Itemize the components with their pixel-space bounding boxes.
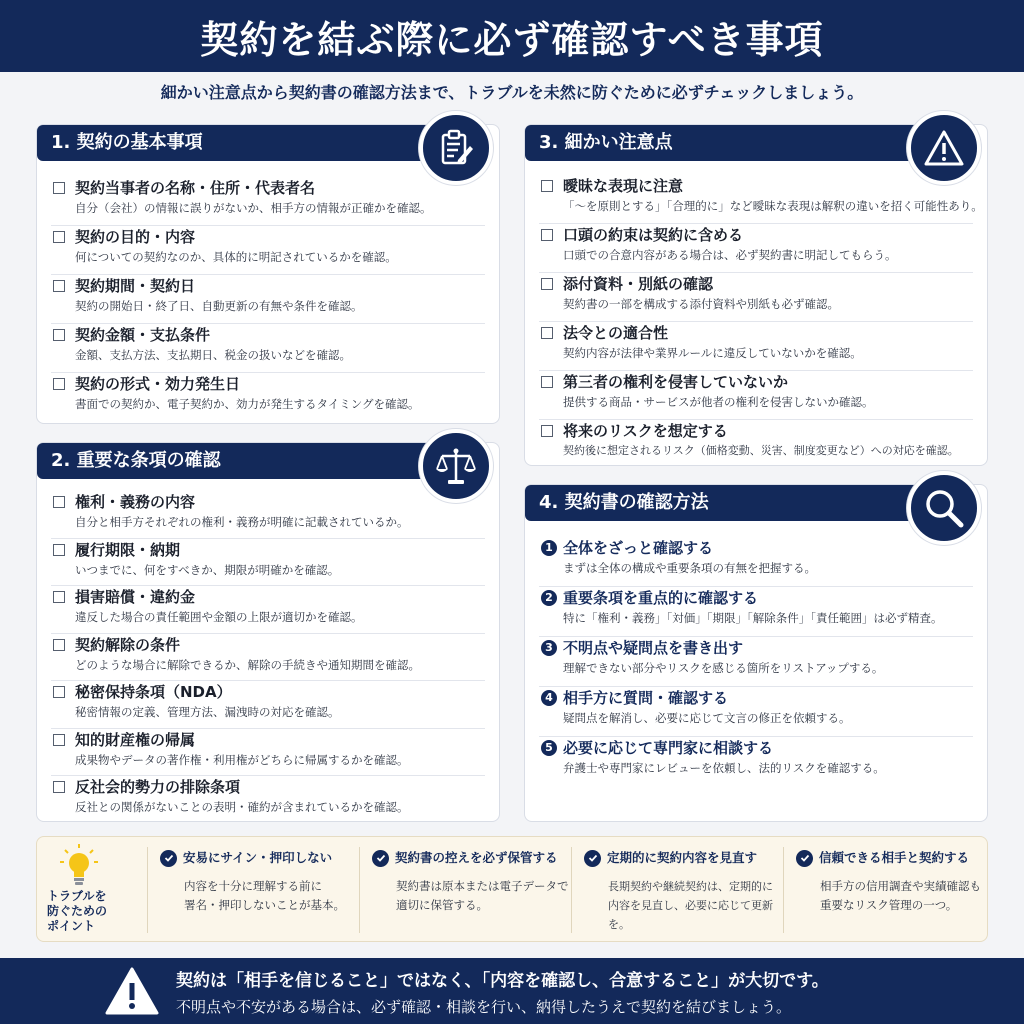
- section-review-method: [524, 484, 988, 822]
- step-description: 弁護士や専門家にレビューを依頼し、法的リスクを確認する。: [563, 761, 885, 775]
- item-title: 契約金額・支払条件: [75, 326, 211, 344]
- item-title: 契約の目的・内容: [75, 228, 196, 246]
- footer-note: 不明点や不安がある場合は、必ず確認・相談を行い、納得したうえで契約を結びましょう。: [176, 998, 792, 1016]
- item-description: 成果物やデータの著作権・利用権がどちらに帰属するかを確認。: [75, 752, 409, 767]
- prevention-tips: [36, 836, 988, 942]
- lightbulb-icon: [59, 843, 99, 887]
- checkbox[interactable]: [53, 496, 65, 508]
- checkbox[interactable]: [541, 425, 553, 437]
- checklist-item: [51, 226, 485, 275]
- step-number: 5: [541, 740, 557, 756]
- tip-description: 相手方の信用調査や実績確認も 重要なリスク管理の一つ。: [820, 879, 981, 912]
- step-item: [539, 737, 973, 787]
- warning-triangle-icon: [907, 111, 981, 185]
- footer-banner: [0, 958, 1024, 1024]
- section-heading: 3. 細かい注意点: [525, 125, 925, 161]
- checklist-item: [539, 420, 973, 469]
- checklist-item: [51, 324, 485, 373]
- checkbox[interactable]: [53, 544, 65, 556]
- tip-title: 信頼できる相手と契約する: [819, 850, 970, 865]
- checkbox[interactable]: [53, 734, 65, 746]
- item-title: 将来のリスクを想定する: [563, 422, 728, 440]
- step-number: 4: [541, 690, 557, 706]
- checklist-item: [51, 491, 485, 539]
- checklist-item: [51, 634, 485, 682]
- item-title: 第三者の権利を侵害していないか: [563, 373, 789, 391]
- checkbox[interactable]: [53, 686, 65, 698]
- item-title: 契約期間・契約日: [75, 277, 196, 295]
- item-title: 契約の形式・効力発生日: [75, 375, 241, 393]
- checklist-item: [539, 175, 983, 224]
- checklist-item: [51, 776, 485, 824]
- checklist-item: [539, 224, 973, 273]
- checkbox[interactable]: [53, 329, 65, 341]
- item-description: いつまでに、何をすべきか、期限が明確かを確認。: [75, 562, 340, 577]
- item-description: 秘密情報の定義、管理方法、漏洩時の対応を確認。: [75, 705, 340, 719]
- checklist-item: [51, 275, 485, 324]
- step-number: 2: [541, 590, 557, 606]
- checkbox[interactable]: [53, 639, 65, 651]
- item-description: 反社との関係がないことの表明・確約が含まれているかを確認。: [75, 800, 409, 814]
- item-description: 契約内容が法律や業界ルールに違反していないかを確認。: [563, 346, 862, 360]
- tip-description: 内容を十分に理解する前に 署名・押印しないことが基本。: [184, 879, 345, 912]
- checklist-item: [51, 539, 485, 587]
- step-title: 全体をざっと確認する: [563, 539, 714, 557]
- item-title: 契約解除の条件: [75, 635, 181, 654]
- section-fine-points: [524, 124, 988, 466]
- checkbox[interactable]: [53, 182, 65, 194]
- item-description: どのような場合に解除できるか、解除の手続きや通知期間を確認。: [75, 657, 420, 672]
- step-number: 1: [541, 540, 557, 556]
- step-item: [539, 537, 973, 587]
- tip-description: 長期契約や継続契約は、定期的に 内容を見直し、必要に応じて更新を。: [608, 880, 773, 931]
- warning-triangle-icon: [104, 966, 160, 1016]
- item-title: 知的財産権の帰属: [75, 730, 196, 749]
- item-description: 金額、支払方法、支払期日、税金の扱いなどを確認。: [75, 348, 351, 362]
- item-title: 法令との適合性: [563, 324, 669, 342]
- item-title: 権利・義務の内容: [75, 493, 196, 511]
- section-heading: 4. 契約書の確認方法: [525, 485, 925, 521]
- clipboard-pen-icon: [419, 111, 493, 185]
- item-title: 秘密保持条項（NDA）: [75, 683, 232, 701]
- step-title: 相手方に質問・確認する: [563, 689, 729, 707]
- checklist-item: [539, 322, 973, 371]
- item-title: 曖昧な表現に注意: [563, 177, 684, 195]
- checklist-item: [539, 371, 973, 420]
- check-circle-icon: [584, 850, 601, 867]
- checkbox[interactable]: [53, 378, 65, 390]
- checklist-item: [51, 586, 485, 634]
- checklist-item: [51, 681, 485, 729]
- item-title: 履行期限・納期: [75, 540, 181, 559]
- item-description: 違反した場合の責任範囲や金額の上限が適切かを確認。: [75, 610, 363, 624]
- section-heading: 1. 契約の基本事項: [37, 125, 437, 161]
- checklist-item: [539, 273, 973, 322]
- checklist-item: [51, 729, 485, 777]
- item-title: 反社会的勢力の排除条項: [75, 778, 241, 796]
- tip-description: 契約書は原本または電子データで 適切に保管する。: [396, 879, 569, 912]
- tip-trusted-partner: [783, 847, 987, 933]
- step-title: 重要条項を重点的に確認する: [563, 589, 759, 607]
- section-heading: 2. 重要な条項の確認: [37, 443, 437, 479]
- check-circle-icon: [796, 850, 813, 867]
- step-description: 特に「権利・義務」「対価」「期限」「解除条件」「責任範囲」は必ず精査。: [563, 611, 943, 625]
- item-description: 口頭での合意内容がある場合は、必ず契約書に明記してもらう。: [563, 248, 897, 262]
- item-description: 「〜を原則とする」「合理的に」など曖昧な表現は解釈の違いを招く可能性あり。: [563, 199, 983, 213]
- step-title: 必要に応じて専門家に相談する: [563, 739, 774, 757]
- checkbox[interactable]: [541, 180, 553, 192]
- step-number: 3: [541, 640, 557, 656]
- step-description: まずは全体の構成や重要条項の有無を把握する。: [563, 561, 816, 575]
- item-description: 契約の開始日・終了日、自動更新の有無や条件を確認。: [75, 299, 363, 313]
- tip-regular-review: [571, 847, 783, 933]
- section-basic-items: [36, 124, 500, 424]
- step-item: [539, 687, 973, 737]
- section-important-clauses: [36, 442, 500, 822]
- item-title: 口頭の約束は契約に含める: [563, 226, 744, 244]
- item-title: 損害賠償・違約金: [75, 588, 196, 606]
- magnifier-icon: [907, 471, 981, 545]
- checkbox[interactable]: [53, 781, 65, 793]
- item-title: 契約当事者の名称・住所・代表者名: [75, 179, 316, 197]
- checklist-item: [51, 177, 485, 226]
- footer-message: 契約は「相手を信じること」ではなく、「内容を確認し、合意すること」が大切です。: [176, 971, 829, 991]
- tips-label-block: [37, 837, 143, 941]
- item-title: 添付資料・別紙の確認: [563, 275, 714, 293]
- tips-label: トラブルを 防ぐための ポイント: [47, 889, 108, 933]
- tip-no-hasty-signing: [147, 847, 359, 933]
- step-description: 理解できない部分やリスクを感じる箇所をリストアップする。: [563, 661, 884, 675]
- item-description: 契約後に想定されるリスク（価格変動、災害、制度変更など）への対応を確認。: [563, 444, 959, 457]
- tip-keep-copy: [359, 847, 571, 933]
- page-title: 契約を結ぶ際に必ず確認すべき事項: [0, 0, 1024, 72]
- checklist-item: [51, 373, 485, 422]
- tip-title: 安易にサイン・押印しない: [183, 850, 333, 865]
- item-description: 書面での契約か、電子契約か、効力が発生するタイミングを確認。: [75, 397, 420, 411]
- checkbox[interactable]: [53, 231, 65, 243]
- check-circle-icon: [160, 850, 177, 867]
- item-description: 契約書の一部を構成する添付資料や別紙も必ず確認。: [563, 297, 839, 311]
- page-subtitle: 細かい注意点から契約書の確認方法まで、トラブルを未然に防ぐために必ずチェックしましょう。: [160, 83, 864, 102]
- item-description: 自分（会社）の情報に誤りがないか、相手方の情報が正確かを確認。: [75, 201, 432, 215]
- check-circle-icon: [372, 850, 389, 867]
- checkbox[interactable]: [541, 278, 553, 290]
- item-description: 何についての契約なのか、具体的に明記されているかを確認。: [75, 250, 397, 264]
- checkbox[interactable]: [541, 376, 553, 388]
- tip-title: 定期的に契約内容を見直す: [607, 850, 758, 865]
- step-item: [539, 637, 973, 687]
- item-description: 自分と相手方それぞれの権利・義務が明確に記載されているか。: [75, 515, 409, 529]
- checkbox[interactable]: [53, 591, 65, 603]
- item-description: 提供する商品・サービスが他者の権利を侵害しないか確認。: [563, 395, 874, 409]
- checkbox[interactable]: [541, 229, 553, 241]
- checkbox[interactable]: [541, 327, 553, 339]
- step-description: 疑問点を解消し、必要に応じて文言の修正を依頼する。: [563, 711, 851, 725]
- step-title: 不明点や疑問点を書き出す: [563, 639, 744, 657]
- step-item: [539, 587, 973, 637]
- checkbox[interactable]: [53, 280, 65, 292]
- tip-title: 契約書の控えを必ず保管する: [395, 850, 558, 865]
